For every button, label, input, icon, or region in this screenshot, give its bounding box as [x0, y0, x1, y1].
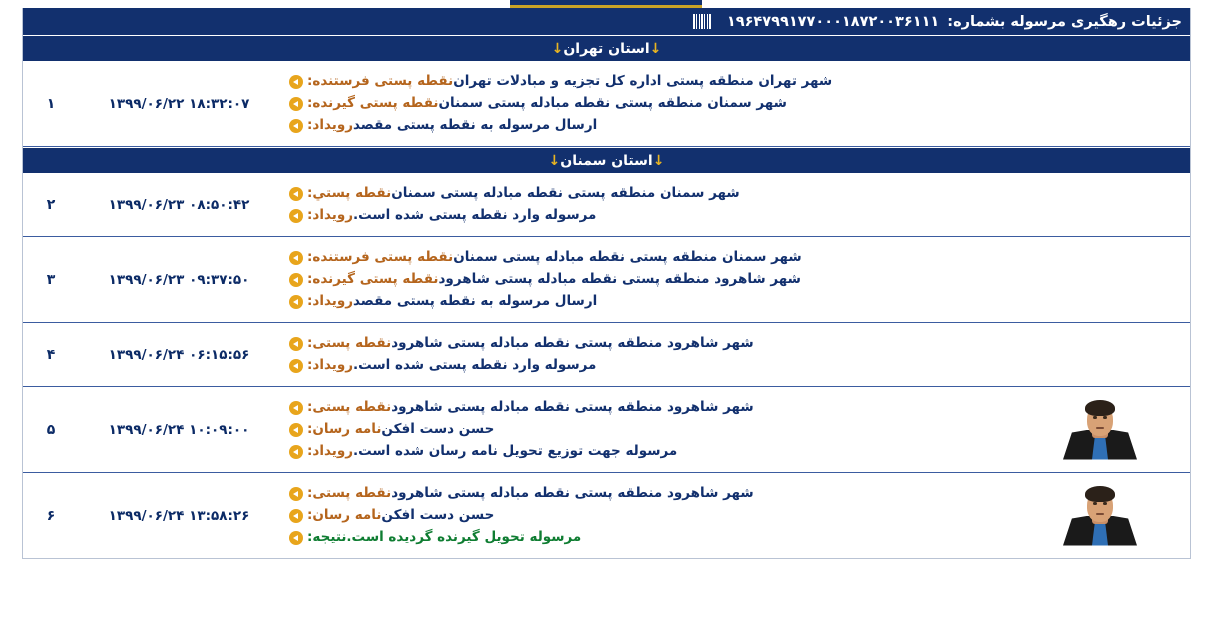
table-row [23, 173, 1190, 237]
province-header [23, 35, 1190, 61]
detail-value: شهر شاهرود منطقه پستی نقطه مبادله پستی شاهرود [391, 399, 754, 415]
arrow-bullet-icon [289, 337, 303, 351]
arrow-bullet-icon [289, 187, 303, 201]
arrow-bullet-icon [289, 509, 303, 523]
arrow-bullet-icon [289, 273, 303, 287]
row-photo-cell [1010, 473, 1190, 559]
panel-header [23, 8, 1190, 35]
detail-label: رویداد: [307, 293, 353, 309]
events-table [23, 61, 1190, 147]
arrow-bullet-icon [289, 531, 303, 545]
detail-line [283, 528, 1006, 547]
row-datetime: ۱۰:۰۹:۰۰ ۱۳۹۹/۰۶/۲۴ [79, 387, 279, 473]
detail-value: شهر سمنان منطقه پستی نقطه مبادله پستی سمنان [391, 185, 740, 201]
sections-container [23, 35, 1190, 558]
table-row [23, 387, 1190, 473]
detail-label: رویداد: [307, 357, 353, 373]
detail-line [283, 184, 1006, 203]
detail-label: نقطه پستي: [307, 185, 392, 201]
avatar [1063, 396, 1137, 460]
detail-label: رویداد: [307, 207, 353, 223]
detail-value: مرسوله وارد نقطه پستی شده است. [352, 357, 597, 373]
arrow-bullet-icon [289, 97, 303, 111]
detail-label: نقطه پستی: [307, 485, 392, 501]
row-details [279, 323, 1010, 387]
row-details [279, 473, 1010, 559]
tracking-details-panel [22, 8, 1191, 559]
events-table [23, 173, 1190, 558]
row-index: ۲ [23, 173, 79, 237]
detail-value: مرسوله جهت توزیع تحویل نامه رسان شده است. [352, 443, 678, 459]
detail-line [283, 420, 1006, 439]
row-photo-cell [1010, 323, 1190, 387]
row-photo-cell [1010, 61, 1190, 147]
row-details [279, 61, 1010, 147]
detail-value: شهر شاهرود منطقه پستی نقطه مبادله پستی شاهرود [391, 485, 754, 501]
detail-line [283, 442, 1006, 461]
detail-line [283, 484, 1006, 503]
detail-value: حسن دست افکن [381, 421, 495, 437]
row-photo-cell [1010, 387, 1190, 473]
arrow-bullet-icon [289, 75, 303, 89]
detail-line [283, 506, 1006, 525]
arrow-down-icon: ↓ [652, 153, 665, 169]
detail-line [283, 334, 1006, 353]
arrow-bullet-icon [289, 119, 303, 133]
detail-label: نتیجه: [307, 529, 347, 545]
row-datetime: ۰۶:۱۵:۵۶ ۱۳۹۹/۰۶/۲۴ [79, 323, 279, 387]
row-details [279, 173, 1010, 237]
row-index: ۵ [23, 387, 79, 473]
arrow-down-icon: ↓ [551, 41, 564, 57]
detail-line [283, 270, 1006, 289]
detail-value: مرسوله تحویل گیرنده گردیده است. [346, 529, 582, 545]
row-index: ۱ [23, 61, 79, 147]
arrow-bullet-icon [289, 295, 303, 309]
detail-value: شهر سمنان منطقه پستی نقطه مبادله پستی سمنان [453, 249, 802, 265]
detail-value: ارسال مرسوله به نقطه پستی مقصد [352, 117, 598, 133]
table-row [23, 61, 1190, 147]
avatar [1063, 482, 1137, 546]
detail-label: رویداد: [307, 117, 353, 133]
detail-label: نامه رسان: [307, 507, 382, 523]
detail-label: نقطه پستی گیرنده: [307, 95, 439, 111]
arrow-bullet-icon [289, 251, 303, 265]
province-label: استان سمنان [560, 153, 653, 169]
province-header [23, 147, 1190, 173]
row-details [279, 237, 1010, 323]
detail-line [283, 398, 1006, 417]
detail-value: شهر تهران منطقه پستی اداره کل تجزیه و مبادلات تهران [453, 73, 833, 89]
row-photo-cell [1010, 173, 1190, 237]
detail-label: نقطه پستی فرستنده: [307, 249, 454, 265]
row-datetime: ۰۸:۵۰:۴۲ ۱۳۹۹/۰۶/۲۳ [79, 173, 279, 237]
row-photo-cell [1010, 237, 1190, 323]
top-decoration-strip [0, 0, 1205, 8]
arrow-bullet-icon [289, 445, 303, 459]
barcode-icon [693, 14, 711, 29]
arrow-bullet-icon [289, 423, 303, 437]
row-index: ۴ [23, 323, 79, 387]
detail-value: شهر سمنان منطقه پستی نقطه مبادله پستی سمنان [438, 95, 787, 111]
detail-line [283, 72, 1006, 91]
detail-line [283, 292, 1006, 311]
arrow-bullet-icon [289, 487, 303, 501]
detail-line [283, 94, 1006, 113]
table-row [23, 473, 1190, 559]
detail-line [283, 116, 1006, 135]
detail-value: حسن دست افکن [381, 507, 495, 523]
detail-value: شهر شاهرود منطقه پستی نقطه مبادله پستی شاهرود [438, 271, 801, 287]
detail-value: شهر شاهرود منطقه پستی نقطه مبادله پستی شاهرود [391, 335, 754, 351]
detail-label: نقطه پستی: [307, 335, 392, 351]
detail-value: ارسال مرسوله به نقطه پستی مقصد [352, 293, 598, 309]
arrow-bullet-icon [289, 209, 303, 223]
row-datetime: ۰۹:۳۷:۵۰ ۱۳۹۹/۰۶/۲۳ [79, 237, 279, 323]
arrow-bullet-icon [289, 359, 303, 373]
detail-line [283, 356, 1006, 375]
row-details [279, 387, 1010, 473]
detail-value: مرسوله وارد نقطه پستی شده است. [352, 207, 597, 223]
detail-label: نامه رسان: [307, 421, 382, 437]
panel-title: جزئیات رهگیری مرسوله بشماره: [947, 13, 1182, 30]
province-label: استان تهران [563, 41, 650, 57]
detail-label: نقطه پستی: [307, 399, 392, 415]
row-datetime: ۱۳:۵۸:۲۶ ۱۳۹۹/۰۶/۲۴ [108, 507, 250, 524]
table-row [23, 237, 1190, 323]
arrow-bullet-icon [289, 401, 303, 415]
row-index: ۳ [23, 237, 79, 323]
detail-line [283, 206, 1006, 225]
detail-label: نقطه پستی فرستنده: [307, 73, 454, 89]
detail-label: نقطه پستی گیرنده: [307, 271, 439, 287]
row-index: ۶ [46, 507, 56, 524]
detail-label: رویداد: [307, 443, 353, 459]
arrow-down-icon: ↓ [649, 41, 662, 57]
detail-line [283, 248, 1006, 267]
row-datetime: ۱۸:۳۲:۰۷ ۱۳۹۹/۰۶/۲۲ [79, 61, 279, 147]
arrow-down-icon: ↓ [548, 153, 561, 169]
tracking-number: ۱۹۶۴۷۹۹۱۷۷۰۰۰۱۸۷۲۰۰۳۶۱۱۱ [726, 13, 940, 30]
table-row [23, 323, 1190, 387]
